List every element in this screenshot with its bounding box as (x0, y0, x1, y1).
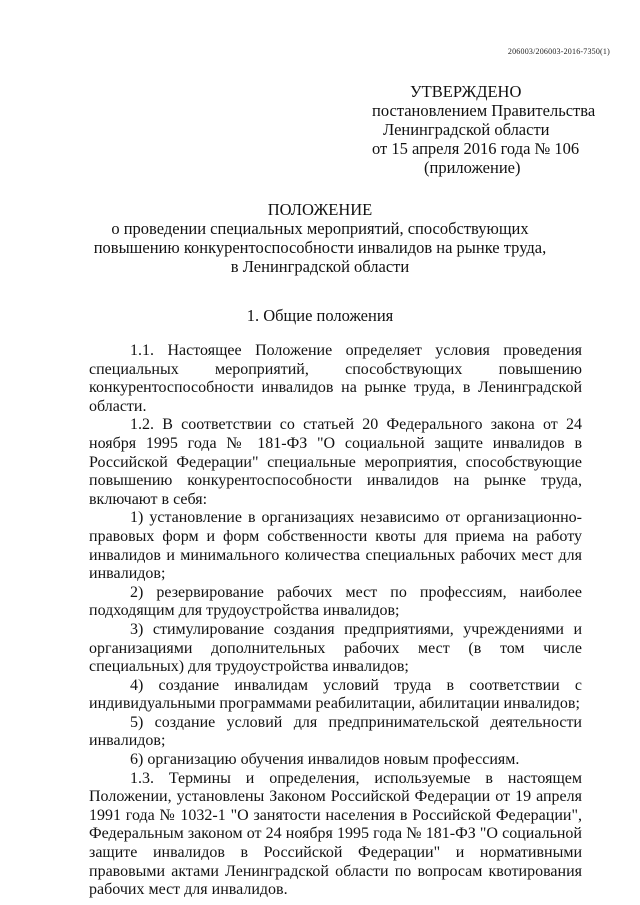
approval-line: (приложение) (424, 158, 521, 177)
approval-block (372, 82, 612, 177)
document-title-line: в Ленинградской области (230, 257, 410, 276)
list-item: 2) резервирование рабочих мест по профессиям, наиболее подходящим для трудоустройства инвалидов; (89, 583, 582, 620)
document-title-line: повышению конкурентоспособности инвалидов на рынке труда, (93, 238, 547, 257)
list-item: 6) организацию обучения инвалидов новым профессиям. (130, 751, 520, 769)
approval-line: постановлением Правительства (372, 101, 596, 120)
approval-line: Ленинградской области (383, 120, 550, 139)
paragraph: 1.1. Настоящее Положение определяет условия проведения специальных мероприятий, способствующих повышению конкурентоспособности инвалидов на рынке труда, в Ленинградской области. (89, 342, 582, 415)
document-title-line: о проведении специальных мероприятий, способствующих (111, 219, 529, 238)
paragraph: 1.3. Термины и определения, используемые в настоящем Положении, установлены Законом Российской Федерации от 19 апреля 1991 года № 1032-1 "О занятости населения в Российской Федерации", Федеральным законом от 24 ноября 1995 года № 181-ФЗ "О социальной защите инвалидов в Российской Федерации" и нормативными правовыми актами Ленинградской области по вопросам квотирования рабочих мест для инвалидов. (89, 769, 582, 899)
document-id: 206003/206003-2016-7350(1) (507, 47, 610, 56)
paragraph: 1.2. В соответствии со статьей 20 Федерального закона от 24 ноября 1995 года № 181-ФЗ "О социальной защите инвалидов в Российской Федерации" специальные мероприятия, способствующие повышению конкурентоспособности инвалидов на рынке труда, включают в себя: (89, 416, 582, 508)
approval-title: УТВЕРЖДЕНО (410, 82, 522, 101)
list-item: 4) создание инвалидам условий труда в соответствии с индивидуальными программами реабилитации, абилитации инвалидов; (89, 676, 582, 713)
document-title-main: ПОЛОЖЕНИЕ (267, 200, 373, 219)
list-item: 5) создание условий для предпринимательской деятельности инвалидов; (89, 713, 582, 750)
section-heading: 1. Общие положения (246, 306, 394, 325)
document-title (60, 200, 580, 276)
document-body (89, 342, 582, 900)
list-item: 1) установление в организациях независимо от организационно-правовых форм и форм собственности квоты для приема на работу инвалидов и минимального количества специальных рабочих мест для инвалидов; (89, 509, 582, 583)
approval-line: от 15 апреля 2016 года № 106 (372, 139, 580, 158)
list-item: 3) стимулирование создания предприятиями, учреждениями и организациями дополнительных рабочих мест (в том числе специальных) для трудоустройства инвалидов; (89, 620, 582, 676)
